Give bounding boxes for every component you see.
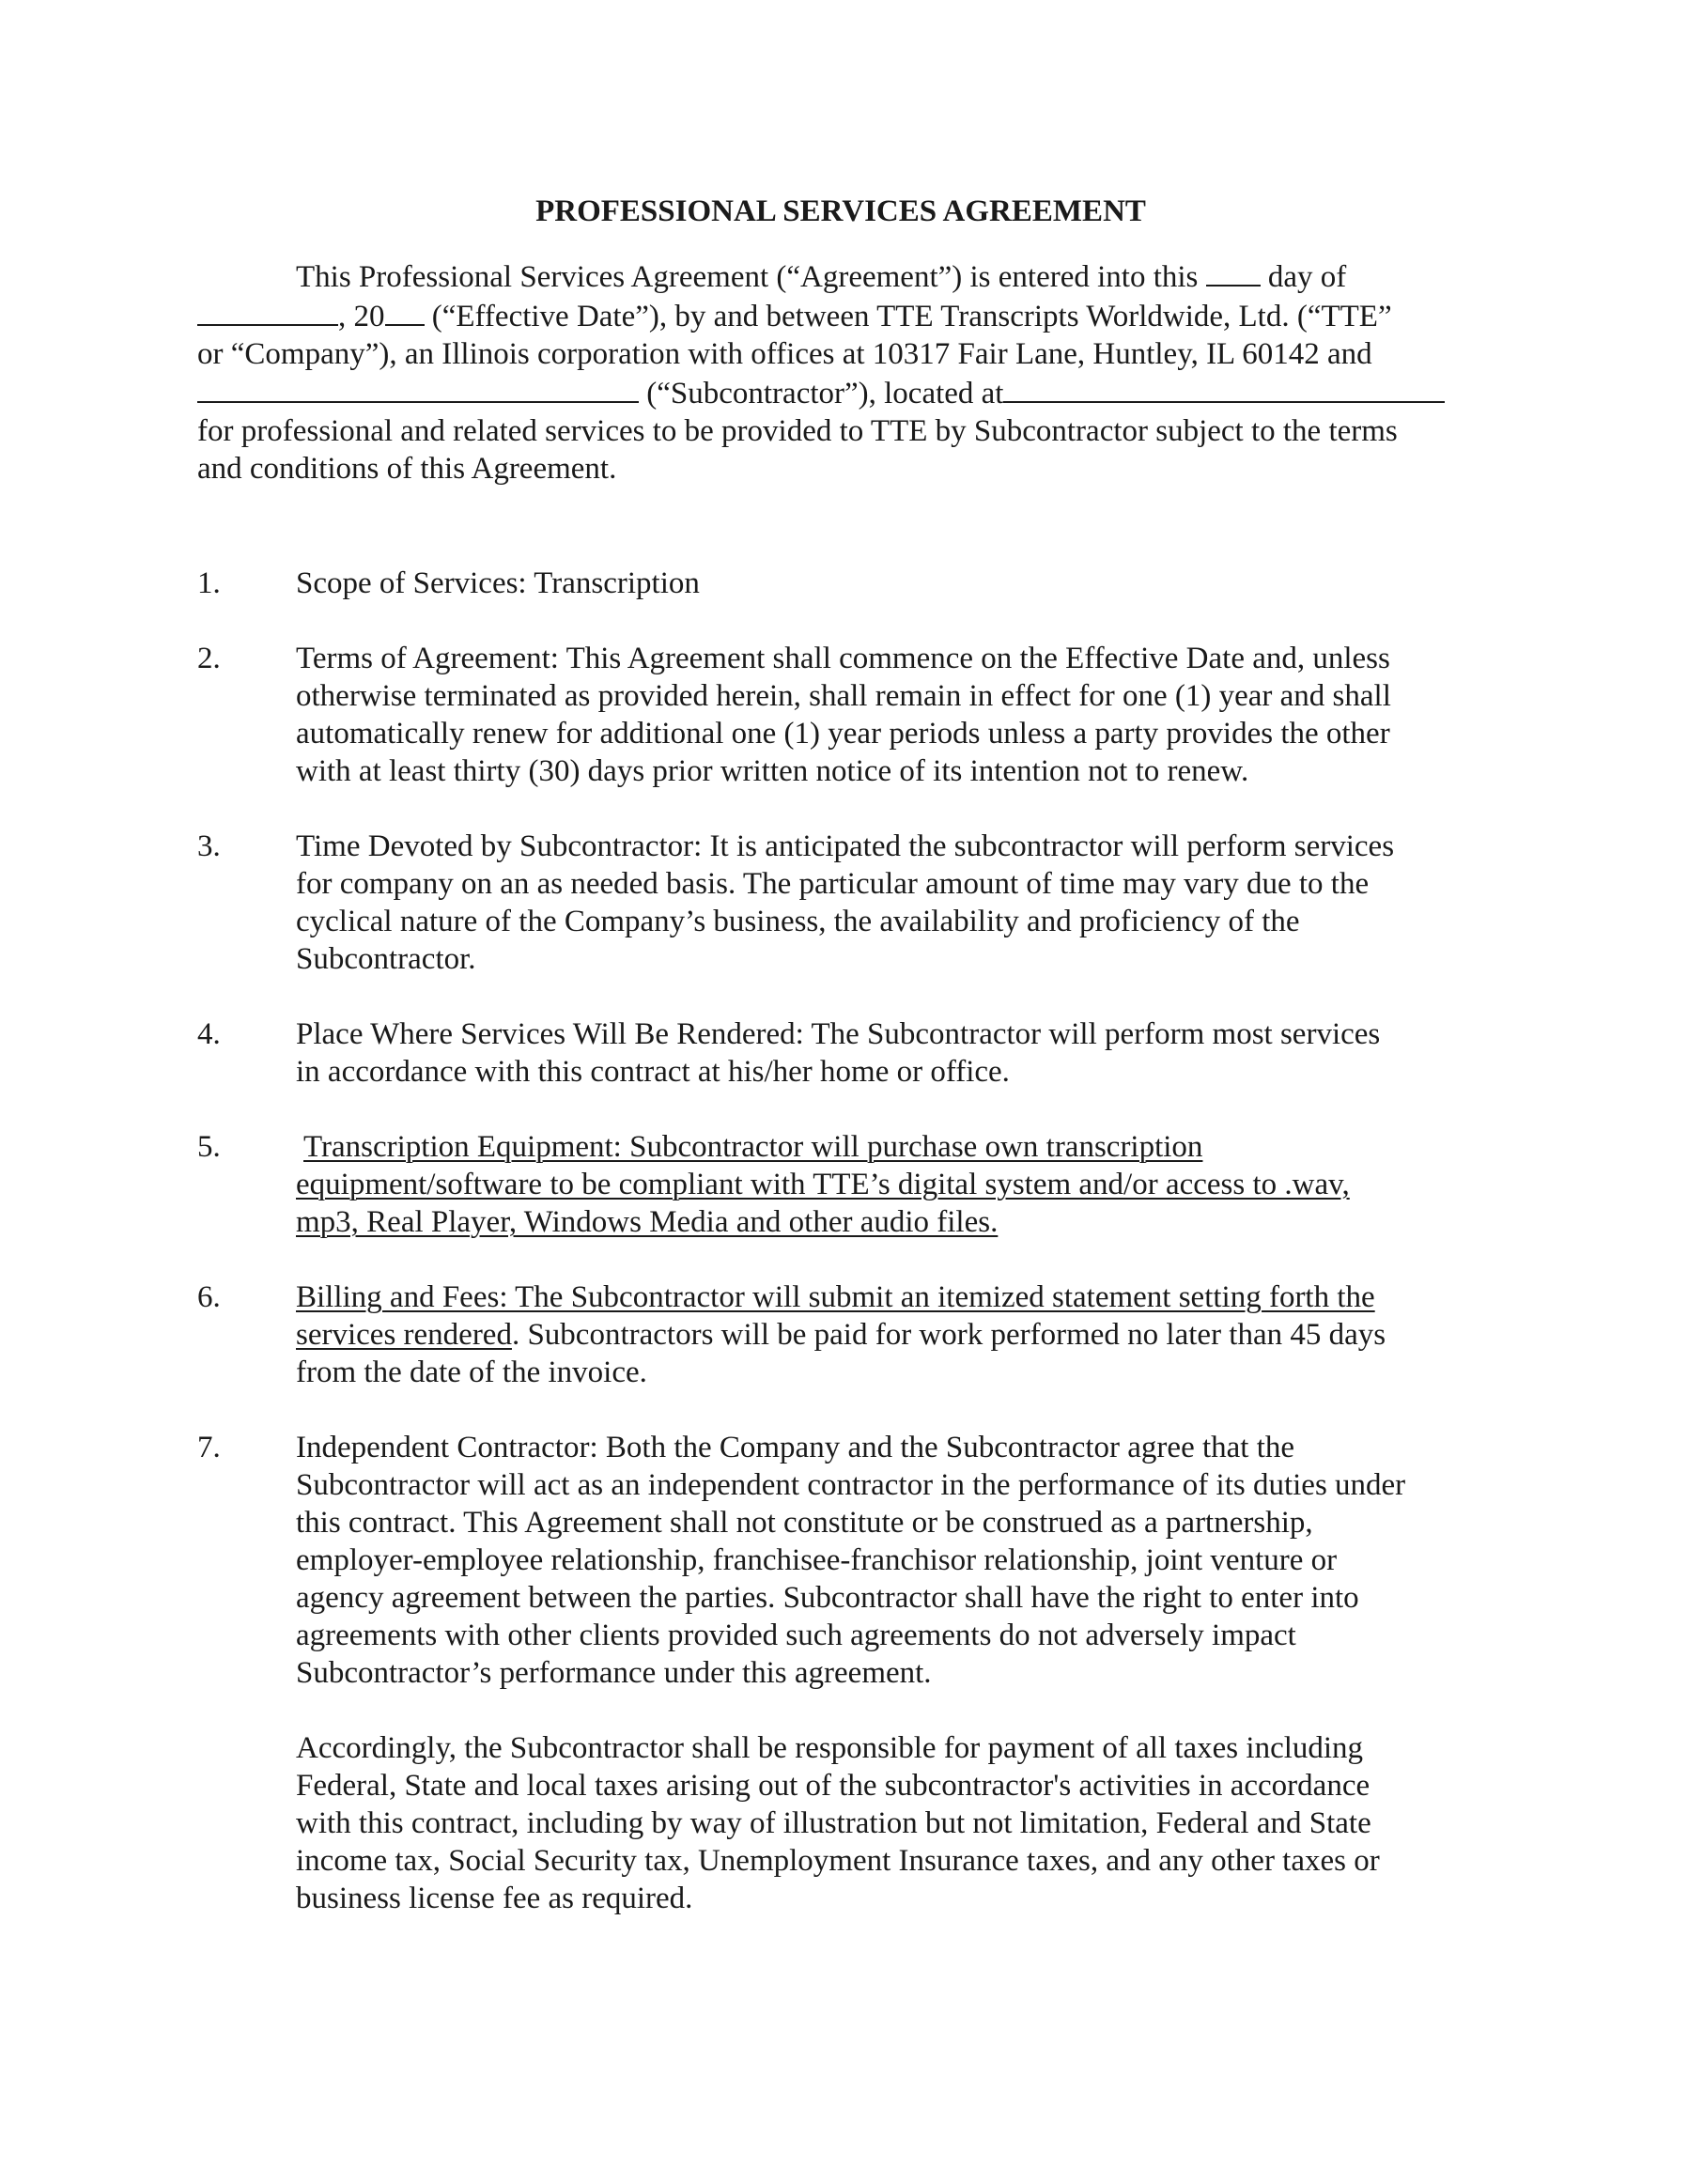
section-text: . Subcontractors will be paid for work performed no later than 45 days (511, 1318, 1386, 1352)
section-line: for company on an as needed basis. The particular amount of time may vary due to the (296, 867, 1370, 901)
section-line: otherwise terminated as provided herein, shall remain in effect for one (1) year and shall (296, 679, 1391, 713)
section-number: 4. (197, 1017, 221, 1051)
section-line: Transcription Equipment: Subcontractor will purchase own transcription (303, 1130, 1203, 1164)
accordingly-paragraph (197, 1729, 1484, 1917)
document-title: PROFESSIONAL SERVICES AGREEMENT (535, 194, 1146, 228)
intro-text: day of (1267, 260, 1347, 294)
section-body (296, 640, 1484, 790)
paragraph-line: with this contract, including by way of illustration but not limitation, Federal and State (296, 1806, 1371, 1840)
intro-paragraph (197, 256, 1484, 488)
section-number: 3. (197, 829, 221, 863)
sections-list (197, 565, 1484, 1917)
section-line: Place Where Services Will Be Rendered: The Subcontractor will perform most services (296, 1017, 1381, 1051)
paragraph-line: Accordingly, the Subcontractor shall be responsible for payment of all taxes including (296, 1731, 1364, 1765)
document-page (197, 193, 1484, 1917)
section-number: 5. (197, 1130, 221, 1164)
section-4 (197, 1015, 1484, 1091)
section-line: automatically renew for additional one (1) year periods unless a party provides the other (296, 717, 1390, 751)
intro-text: , 20 (338, 300, 385, 333)
section-1 (197, 565, 1484, 602)
section-body (296, 828, 1484, 978)
intro-line: or “Company”), an Illinois corporation with offices at 10317 Fair Lane, Huntley, IL 60142 and (197, 337, 1372, 371)
subcontractor-name-blank (197, 373, 639, 403)
section-line: Subcontractor will act as an independent contractor in the performance of its duties under (296, 1468, 1406, 1502)
paragraph-line: Federal, State and local taxes arising out of the subcontractor's activities in accordance (296, 1769, 1371, 1803)
section-number: 2. (197, 642, 221, 675)
month-blank (197, 296, 338, 326)
section-line: equipment/software to be compliant with TTE’s digital system and/or access to .wav, (296, 1168, 1350, 1201)
section-line: from the date of the invoice. (296, 1355, 647, 1389)
underlined-text: services rendered (296, 1318, 512, 1352)
section-line: Terms of Agreement: This Agreement shall commence on the Effective Date and, unless (296, 642, 1390, 675)
section-body (296, 1015, 1484, 1091)
section-number: 7. (197, 1431, 221, 1464)
section-line: Billing and Fees: The Subcontractor will submit an itemized statement setting forth the (296, 1280, 1375, 1314)
section-line: Time Devoted by Subcontractor: It is anticipated the subcontractor will perform services (296, 829, 1395, 863)
section-line (296, 1316, 1484, 1354)
section-line: Subcontractor’s performance under this agreement. (296, 1656, 932, 1690)
paragraph-line: business license fee as required. (296, 1882, 693, 1915)
paragraph-line: income tax, Social Security tax, Unemployment Insurance taxes, and any other taxes or (296, 1844, 1380, 1878)
section-line: cyclical nature of the Company’s business, the availability and proficiency of the (296, 905, 1300, 938)
section-line: mp3, Real Player, Windows Media and other audio files. (296, 1205, 999, 1239)
section-5 (197, 1128, 1484, 1241)
section-body (296, 1128, 1484, 1241)
section-line: in accordance with this contract at his/her home or office. (296, 1055, 1010, 1089)
year-blank (385, 296, 425, 326)
intro-text: (“Subcontractor”), located at (646, 377, 1004, 410)
intro-line: for professional and related services to be provided to TTE by Subcontractor subject to the terms (197, 414, 1398, 448)
section-3 (197, 828, 1484, 978)
section-number: 1. (197, 566, 221, 600)
intro-line (197, 296, 1484, 335)
intro-text: This Professional Services Agreement (“Agreement”) is entered into this (296, 260, 1199, 294)
section-2 (197, 640, 1484, 790)
section-body (296, 565, 1484, 602)
intro-line: and conditions of this Agreement. (197, 452, 617, 486)
section-body (296, 1429, 1484, 1692)
subcontractor-address-blank (1003, 373, 1445, 403)
section-7 (197, 1429, 1484, 1692)
section-line: Scope of Services: Transcription (296, 566, 700, 600)
section-body (296, 1278, 1484, 1391)
section-line: this contract. This Agreement shall not constitute or be construed as a partnership, (296, 1506, 1313, 1540)
section-6 (197, 1278, 1484, 1391)
section-line: agency agreement between the parties. Subcontractor shall have the right to enter into (296, 1581, 1359, 1615)
section-line: agreements with other clients provided such agreements do not adversely impact (296, 1619, 1296, 1652)
day-blank (1206, 256, 1261, 287)
section-line: with at least thirty (30) days prior written notice of its intention not to renew. (296, 754, 1249, 788)
intro-line (197, 373, 1484, 412)
section-line: employer-employee relationship, franchisee-franchisor relationship, joint venture or (296, 1543, 1338, 1577)
section-line: Subcontractor. (296, 942, 476, 976)
section-number: 6. (197, 1280, 221, 1314)
intro-text: (“Effective Date”), by and between TTE Transcripts Worldwide, Ltd. (“TTE” (431, 300, 1392, 333)
section-line: Independent Contractor: Both the Company and the Subcontractor agree that the (296, 1431, 1295, 1464)
intro-line (197, 256, 1484, 296)
